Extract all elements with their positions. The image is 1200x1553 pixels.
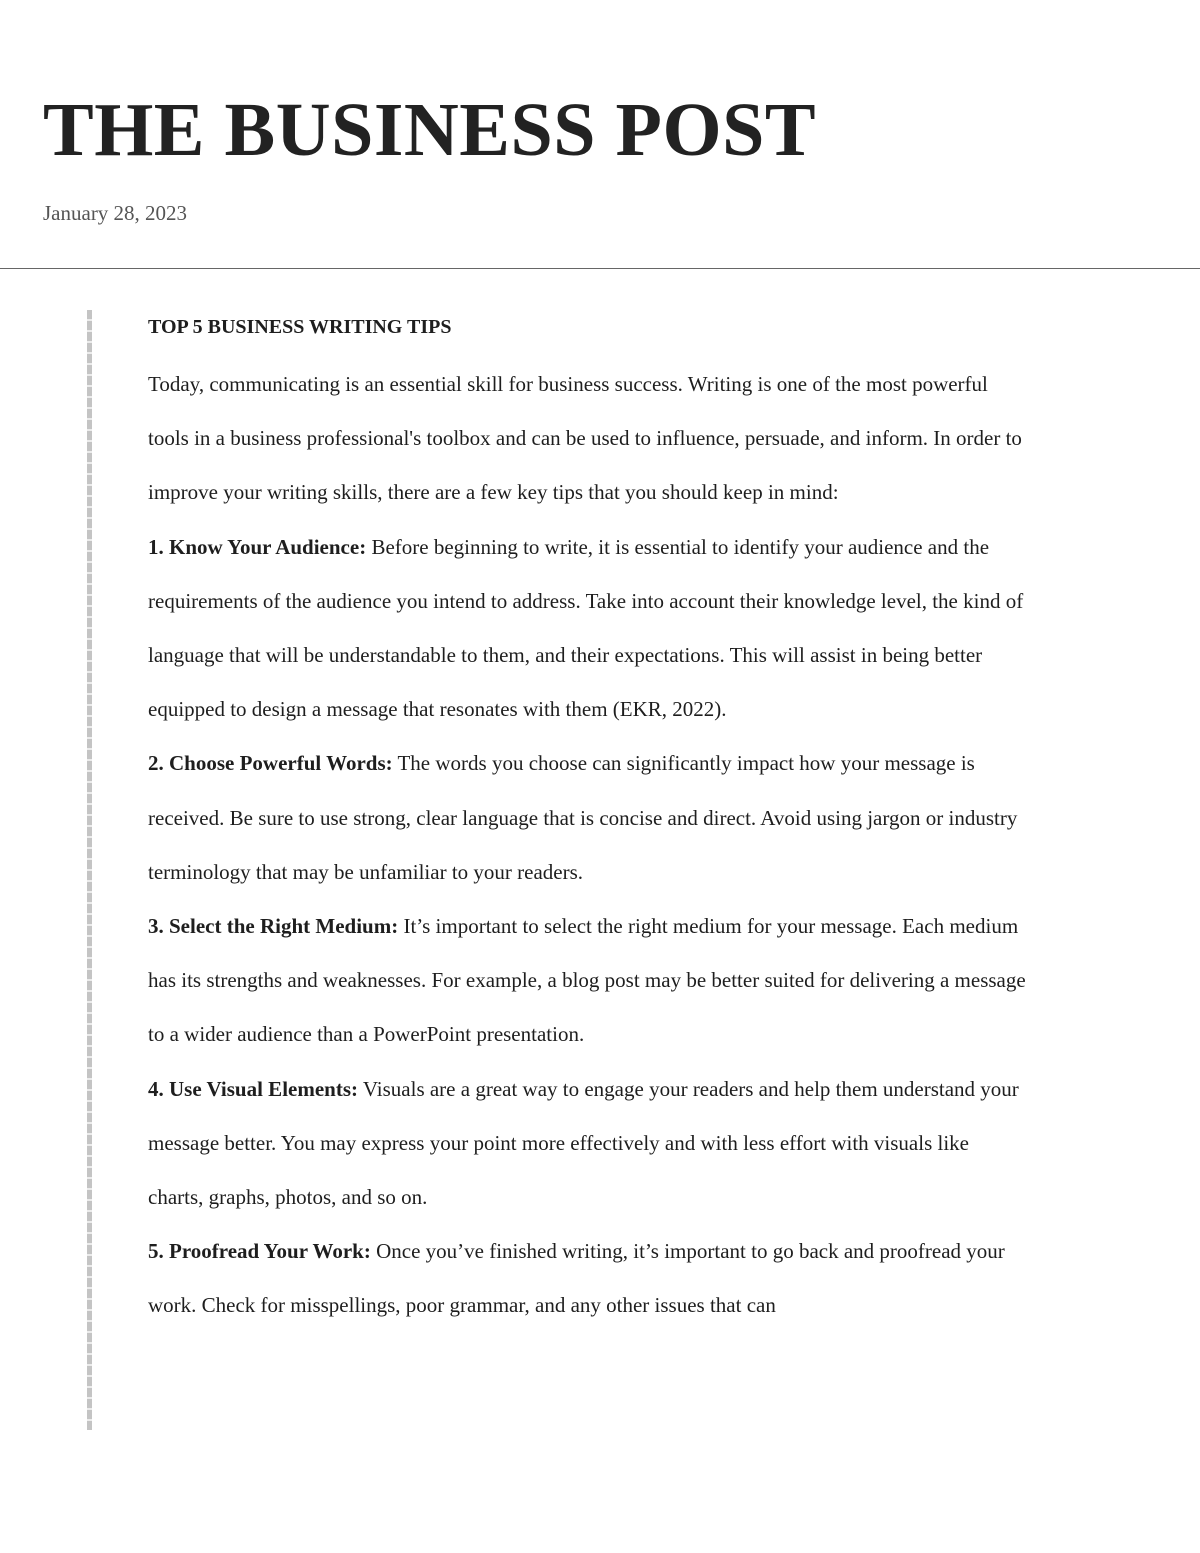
tip-title: 4. Use Visual Elements: xyxy=(148,1076,358,1101)
tip-title: 1. Know Your Audience: xyxy=(148,534,367,559)
article-title: TOP 5 BUSINESS WRITING TIPS xyxy=(148,316,452,338)
tip-body: Before beginning to write, it is essential to identify your audience and the requirements of the audience you intend to address. Take into account their knowledge level, the kind of language that will be understandable to them, and their expectations. This will assist in being better equipped to design a message that resonates with them (EKR, 2022). xyxy=(148,534,1024,722)
tip-paragraph xyxy=(148,520,1028,737)
tip-paragraph xyxy=(148,736,1028,899)
margin-bar xyxy=(87,310,92,1430)
tip-paragraph xyxy=(148,1062,1028,1225)
tip-title: 2. Choose Powerful Words: xyxy=(148,751,393,776)
article-intro: Today, communicating is an essential skill for business success. Writing is one of the most powerful tools in a business professional's toolbox and can be used to influence, persuade, and inform. In order to improve your writing skills, there are a few key tips that you should keep in mind: xyxy=(148,372,1022,505)
tip-paragraph xyxy=(148,899,1028,1062)
masthead-title: THE BUSINESS POST xyxy=(43,88,817,172)
header-divider xyxy=(0,268,1200,269)
tip-paragraph xyxy=(148,1224,1028,1332)
tip-title: 3. Select the Right Medium: xyxy=(148,914,399,939)
publication-date: January 28, 2023 xyxy=(43,201,188,225)
tip-title: 5. Proofread Your Work: xyxy=(148,1239,371,1264)
article-body xyxy=(148,313,1028,1333)
tip-body: It’s important to select the right medium for your message. Each medium has its strengths and weaknesses. For example, a blog post may be better suited for delivering a message to a wider audience than a PowerPoint presentation. xyxy=(148,914,1026,1047)
tip-body: Once you’ve finished writing, it’s important to go back and proofread your work. Check for misspellings, poor grammar, and any other issues that can xyxy=(148,1239,1005,1318)
tip-body: Visuals are a great way to engage your readers and help them understand your message better. You may express your point more effectively and with less effort with visuals like charts, graphs, photos, and so on. xyxy=(148,1076,1019,1210)
tip-body: The words you choose can significantly impact how your message is received. Be sure to use strong, clear language that is concise and direct. Avoid using jargon or industry terminology that may be unfamiliar to your readers. xyxy=(148,751,1018,884)
